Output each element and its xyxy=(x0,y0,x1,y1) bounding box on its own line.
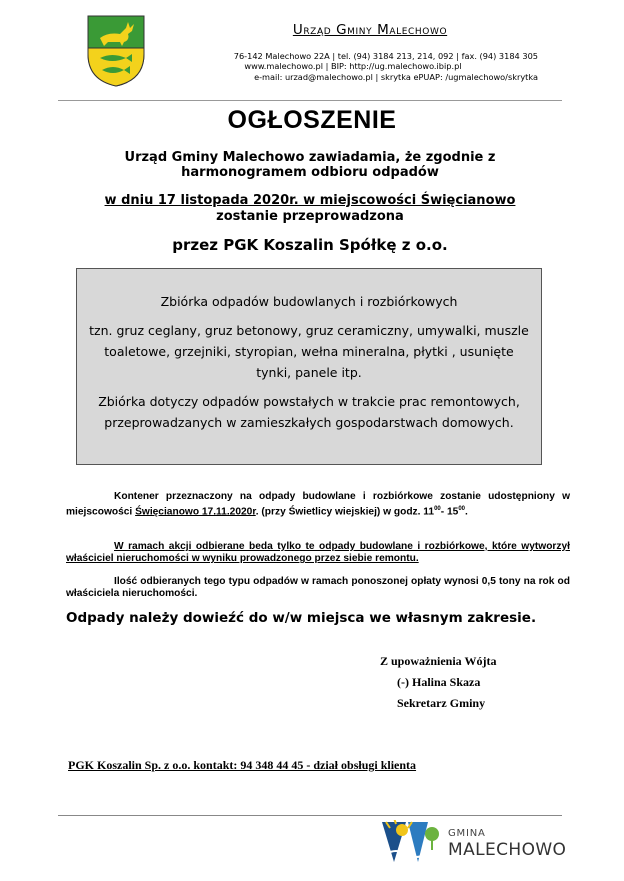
operator-line: przez PGK Koszalin Spółkę z o.o. xyxy=(172,236,448,254)
hour-end-sup: 00 xyxy=(458,506,466,512)
accepted-waste-note: W ramach akcji odbierane beda tylko te odpady budowlane i rozbiórkowe, które wytworzył właściciel nieruchomości w wyniku prowadzonego przez siebie remontu. xyxy=(66,541,570,564)
signature-authority: Z upoważnienia Wójta xyxy=(380,654,497,668)
hour-start-sup: 00 xyxy=(434,506,441,512)
signature-position: Sekretarz Gminy xyxy=(397,696,486,710)
address-line: 76-142 Malechowo 22A | tel. (94) 3184 213, 214, 092 | fax. (94) 3184 305 xyxy=(233,51,538,61)
box-items-line-2: toaletowe, grzejniki, styropian, wełna mineralna, płytki , usunięte xyxy=(104,344,514,359)
signature-name: (-) Halina Skaza xyxy=(397,675,481,689)
intro-line-1: Urząd Gminy Malechowo zawiadamia, że zgodnie z xyxy=(124,150,496,165)
delivery-instruction: Odpady należy dowieźć do w/w miejsca we własnym zakresie. xyxy=(66,610,537,626)
logo-text-malechowo-label: MALECHOWO xyxy=(448,840,567,860)
email-line: e-mail: urzad@malechowo.pl | skrytka ePUAP: /ugmalechowo/skrytka xyxy=(254,72,538,82)
box-items-line-3: tynki, panele itp. xyxy=(256,365,362,380)
header-divider xyxy=(58,100,562,101)
intro-line-2: harmonogramem odbioru odpadów xyxy=(181,165,439,180)
box-heading: Zbiórka odpadów budowlanych i rozbiórkowych xyxy=(160,294,458,309)
container-info xyxy=(66,491,570,518)
logo-text-malechowo xyxy=(448,840,566,860)
container-text-a: Kontener przeznaczony na odpady budowlane i rozbiórkowe zostanie udostępniony w miejscowości xyxy=(66,491,570,518)
logo-text-gmina: GMINA xyxy=(448,828,486,839)
office-name: Urząd Gminy Malechowo xyxy=(292,22,448,38)
malechowo-coat-of-arms xyxy=(86,14,146,88)
date-location-line: w dniu 17 listopada 2020r. w miejscowości Święcianowo xyxy=(104,193,516,208)
container-place-date: Święcianowo 17.11.2020r xyxy=(135,506,256,518)
quantity-note: Ilość odbieranych tego typu odpadów w ramach ponoszonej opłaty wynosi 0,5 tony na rok od właściciela nieruchomości. xyxy=(66,576,570,599)
box-note-line-1: Zbiórka dotyczy odpadów powstałych w trakcie prac remontowych, xyxy=(98,394,520,409)
web-line: www.malechowo.pl | BIP: http://ug.malechowo.ibip.pl xyxy=(244,61,462,71)
gmina-malechowo-logo-icon xyxy=(382,820,440,864)
container-text-b: . (przy Świetlicy wiejskiej) w godz. 11 xyxy=(255,506,435,518)
action-line: zostanie przeprowadzona xyxy=(216,209,404,224)
footer-divider xyxy=(58,815,562,816)
box-items-line-1: tzn. gruz ceglany, gruz betonowy, gruz ceramiczny, umywalki, muszle xyxy=(89,323,529,338)
hour-end: . xyxy=(465,506,468,518)
box-note-line-2: przeprowadzanych w zamieszkałych gospodarstwach domowych. xyxy=(104,415,514,430)
contact-line: PGK Koszalin Sp. z o.o. kontakt: 94 348 44 45 - dział obsługi klienta xyxy=(68,758,417,772)
hour-sep: - 15 xyxy=(440,506,459,518)
notice-title: OGŁOSZENIE xyxy=(227,106,397,134)
